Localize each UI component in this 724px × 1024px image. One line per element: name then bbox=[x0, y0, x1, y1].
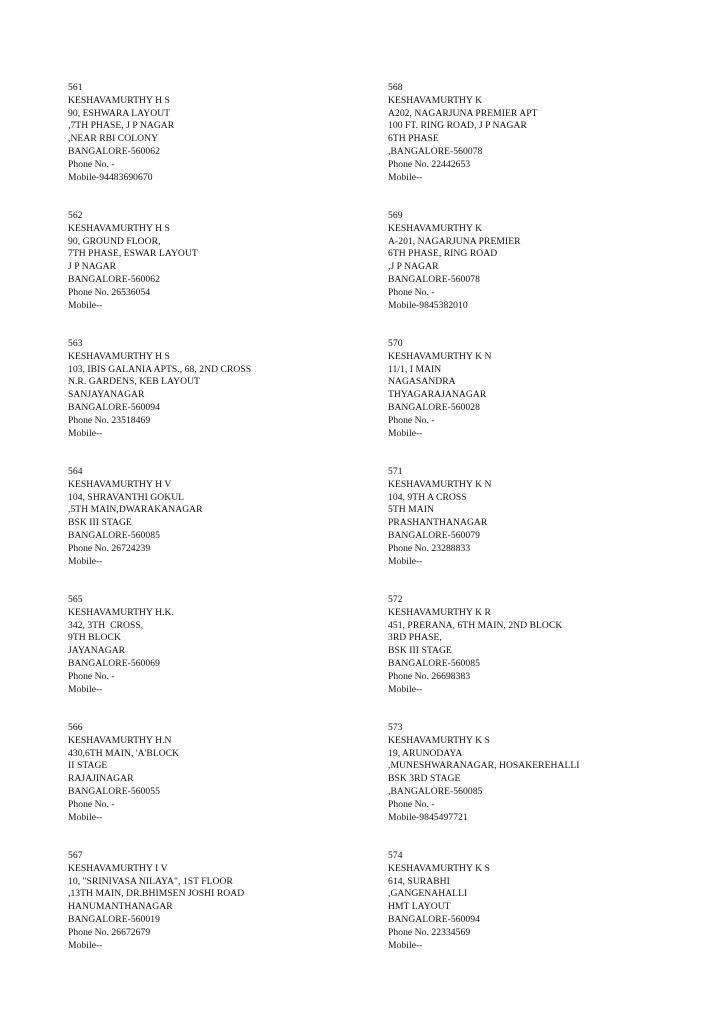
address-line: N.R. GARDENS, KEB LAYOUT bbox=[68, 376, 200, 388]
directory-entry bbox=[68, 850, 368, 978]
entry-phone: Phone No. 26698383 bbox=[388, 670, 471, 682]
entry-phone: Phone No. 22334569 bbox=[388, 926, 471, 938]
entry-mobile: Mobile-- bbox=[68, 299, 103, 311]
entry-name: KESHAVAMURTHY K bbox=[388, 94, 483, 106]
entry-mobile: Mobile-9845382010 bbox=[388, 299, 468, 311]
entry-name: KESHAVAMURTHY H.N bbox=[68, 734, 172, 746]
address-line: 90, ESHWARA LAYOUT bbox=[68, 107, 171, 119]
entry-number: 569 bbox=[388, 210, 403, 221]
entry-name: KESHAVAMURTHY K S bbox=[388, 862, 490, 874]
address-line: ,7TH PHASE, J P NAGAR bbox=[68, 120, 175, 132]
address-line: ,NEAR RBI COLONY bbox=[68, 133, 159, 145]
address-line: 90, GROUND FLOOR, bbox=[68, 235, 161, 247]
entry-phone: Phone No. - bbox=[68, 158, 115, 170]
directory-entry bbox=[388, 850, 688, 978]
entry-phone: Phone No. - bbox=[68, 670, 115, 682]
entry-phone: Phone No. - bbox=[388, 798, 435, 810]
address-line: PRASHANTHANAGAR bbox=[388, 517, 488, 529]
address-line: 430,6TH MAIN, 'A'BLOCK bbox=[68, 747, 180, 759]
address-line: ,BANGALORE-560078 bbox=[388, 145, 483, 157]
entry-phone: Phone No. 26536054 bbox=[68, 286, 151, 298]
directory-entry bbox=[68, 82, 368, 210]
left-column bbox=[68, 82, 368, 978]
entry-number: 566 bbox=[68, 722, 83, 733]
directory-entry bbox=[388, 594, 688, 722]
address-line: 6TH PHASE bbox=[388, 133, 439, 145]
entry-number: 574 bbox=[388, 850, 403, 861]
address-line: 19, ARUNODAYA bbox=[388, 747, 463, 759]
address-line: BANGALORE-560085 bbox=[68, 529, 160, 541]
entry-number: 565 bbox=[68, 594, 83, 605]
directory-entry bbox=[68, 594, 368, 722]
address-line: BSK III STAGE bbox=[68, 517, 132, 529]
address-line: 3RD PHASE, bbox=[388, 632, 442, 644]
directory-entry bbox=[388, 338, 688, 466]
address-line: A-201, NAGARJUNA PREMIER bbox=[388, 235, 521, 247]
address-line: 5TH MAIN bbox=[388, 504, 434, 516]
entry-mobile: Mobile-9845497721 bbox=[388, 811, 468, 823]
address-line: HANUMANTHANAGAR bbox=[68, 901, 173, 913]
address-line: 342, 3TH CROSS, bbox=[68, 619, 144, 631]
entry-mobile: Mobile-- bbox=[388, 427, 423, 439]
directory-entry bbox=[68, 722, 368, 850]
entry-phone: Phone No. 23288833 bbox=[388, 542, 471, 554]
entry-name: KESHAVAMURTHY H S bbox=[68, 222, 170, 234]
entry-name: KESHAVAMURTHY H S bbox=[68, 94, 170, 106]
entry-mobile: Mobile-- bbox=[388, 683, 423, 695]
entry-number: 571 bbox=[388, 466, 403, 477]
address-line: BANGALORE-560094 bbox=[68, 401, 160, 413]
entry-phone: Phone No. 26672679 bbox=[68, 926, 151, 938]
address-line: HMT LAYOUT bbox=[388, 901, 451, 913]
entry-name: KESHAVAMURTHY K S bbox=[388, 734, 490, 746]
entry-phone: Phone No. - bbox=[388, 286, 435, 298]
entry-number: 562 bbox=[68, 210, 83, 221]
address-line: BANGALORE-560062 bbox=[68, 273, 160, 285]
directory-entry bbox=[388, 82, 688, 210]
address-line: BANGALORE-560069 bbox=[68, 657, 160, 669]
address-line: ,5TH MAIN,DWARAKANAGAR bbox=[68, 504, 203, 516]
address-line: 11/1, I MAIN bbox=[388, 363, 442, 375]
address-line: JAYANAGAR bbox=[68, 645, 126, 657]
entry-phone: Phone No. - bbox=[388, 414, 435, 426]
entry-mobile: Mobile-- bbox=[68, 939, 103, 951]
entry-number: 573 bbox=[388, 722, 403, 733]
entry-name: KESHAVAMURTHY H V bbox=[68, 478, 172, 490]
address-line: BANGALORE-560055 bbox=[68, 785, 160, 797]
address-line: SANJAYANAGAR bbox=[68, 389, 145, 401]
address-line: BANGALORE-560094 bbox=[388, 913, 480, 925]
address-line: BANGALORE-560085 bbox=[388, 657, 480, 669]
entry-name: KESHAVAMURTHY H.K. bbox=[68, 606, 174, 618]
entry-phone: Phone No. 26724239 bbox=[68, 542, 151, 554]
address-line: BSK 3RD STAGE bbox=[388, 773, 461, 785]
entry-name: KESHAVAMURTHY K R bbox=[388, 606, 491, 618]
entry-mobile: Mobile-- bbox=[68, 427, 103, 439]
address-line: ,J P NAGAR bbox=[388, 261, 439, 273]
directory-entry bbox=[388, 210, 688, 338]
entry-number: 570 bbox=[388, 338, 403, 349]
directory-entry bbox=[68, 466, 368, 594]
address-line: 104, 9TH A CROSS bbox=[388, 491, 467, 503]
entry-mobile: Mobile-- bbox=[68, 811, 103, 823]
entry-mobile: Mobile-- bbox=[68, 683, 103, 695]
directory-entry bbox=[388, 722, 688, 850]
address-line: ,MUNESHWARANAGAR, HOSAKEREHALLI bbox=[388, 760, 580, 772]
directory-entry bbox=[68, 338, 368, 466]
address-line: BANGALORE-560062 bbox=[68, 145, 160, 157]
entry-mobile: Mobile-- bbox=[388, 555, 423, 567]
right-column bbox=[388, 82, 688, 978]
entry-number: 572 bbox=[388, 594, 403, 605]
directory-entry bbox=[388, 466, 688, 594]
address-line: BANGALORE-560019 bbox=[68, 913, 160, 925]
entry-mobile: Mobile-94483690670 bbox=[68, 171, 153, 183]
address-line: BSK III STAGE bbox=[388, 645, 452, 657]
address-line: BANGALORE-560028 bbox=[388, 401, 480, 413]
entry-phone: Phone No. - bbox=[68, 798, 115, 810]
address-line: 104, SHRAVANTHI GOKUL bbox=[68, 491, 185, 503]
entry-mobile: Mobile-- bbox=[68, 555, 103, 567]
address-line: NAGASANDRA bbox=[388, 376, 456, 388]
entry-phone: Phone No. 23518469 bbox=[68, 414, 151, 426]
entry-number: 568 bbox=[388, 82, 403, 93]
address-line: RAJAJINAGAR bbox=[68, 773, 134, 785]
entry-number: 567 bbox=[68, 850, 83, 861]
address-line: 103, IBIS GALANIA APTS., 68, 2ND CROSS bbox=[68, 363, 252, 375]
address-line: ,13TH MAIN, DR.BHIMSEN JOSHI ROAD bbox=[68, 888, 245, 900]
entry-number: 563 bbox=[68, 338, 83, 349]
entry-mobile: Mobile-- bbox=[388, 939, 423, 951]
address-line: 100 FT. RING ROAD, J P NAGAR bbox=[388, 120, 527, 132]
directory-entry bbox=[68, 210, 368, 338]
address-line: THYAGARAJANAGAR bbox=[388, 389, 487, 401]
entry-name: KESHAVAMURTHY K N bbox=[388, 350, 492, 362]
entry-name: KESHAVAMURTHY I V bbox=[68, 862, 168, 874]
address-line: 9TH BLOCK bbox=[68, 632, 121, 644]
address-line: 451, PRERANA, 6TH MAIN, 2ND BLOCK bbox=[388, 619, 563, 631]
entry-mobile: Mobile-- bbox=[388, 171, 423, 183]
entry-number: 561 bbox=[68, 82, 83, 93]
address-line: 7TH PHASE, ESWAR LAYOUT bbox=[68, 248, 198, 260]
address-line: A202, NAGARJUNA PREMIER APT bbox=[388, 107, 538, 119]
entry-name: KESHAVAMURTHY K N bbox=[388, 478, 492, 490]
entry-name: KESHAVAMURTHY H S bbox=[68, 350, 170, 362]
entry-number: 564 bbox=[68, 466, 83, 477]
address-line: 614, SURABHI bbox=[388, 875, 450, 887]
address-line: BANGALORE-560078 bbox=[388, 273, 480, 285]
address-line: II STAGE bbox=[68, 760, 108, 772]
address-line: ,BANGALORE-560085 bbox=[388, 785, 483, 797]
entry-phone: Phone No. 22442653 bbox=[388, 158, 471, 170]
address-line: 6TH PHASE, RING ROAD bbox=[388, 248, 498, 260]
address-line: J P NAGAR bbox=[68, 261, 117, 273]
address-line: 10, "SRINIVASA NILAYA", 1ST FLOOR bbox=[68, 875, 233, 887]
address-line: ,GANGENAHALLI bbox=[388, 888, 468, 900]
entry-name: KESHAVAMURTHY K bbox=[388, 222, 483, 234]
address-line: BANGALORE-560079 bbox=[388, 529, 480, 541]
